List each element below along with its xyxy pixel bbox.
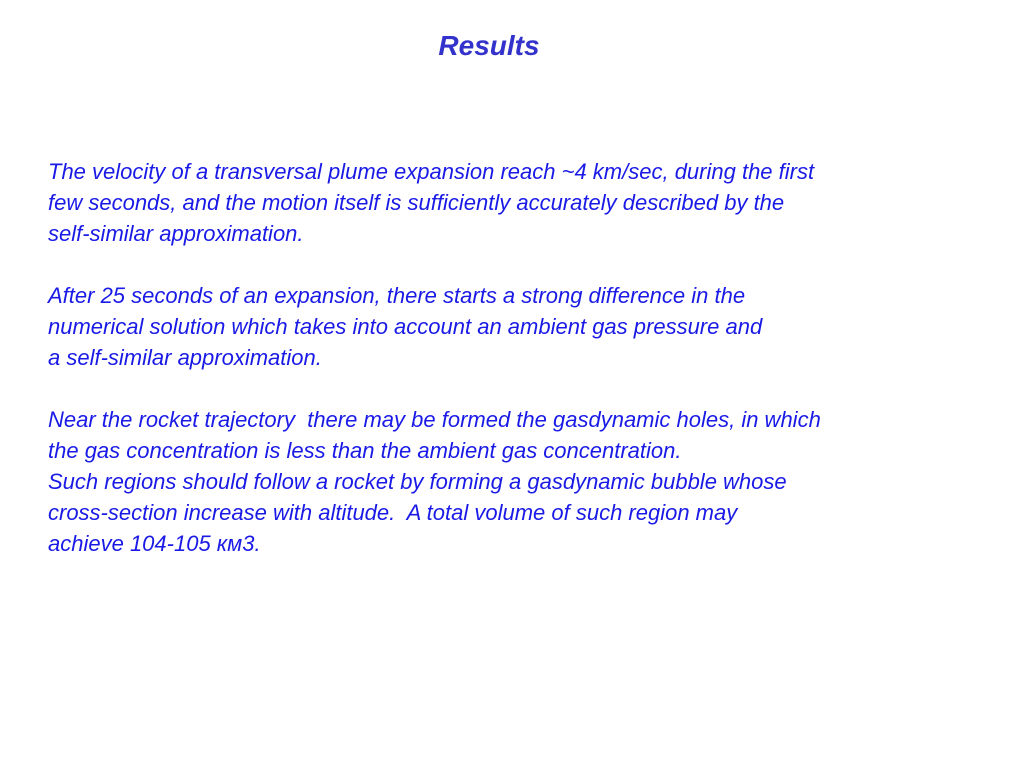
- paragraph-velocity: [48, 156, 988, 249]
- paragraph-expansion-difference: [48, 280, 988, 373]
- text-line: the gas concentration is less than the ambient gas concentration.: [48, 438, 682, 463]
- slide-body: [48, 156, 988, 559]
- text-line: a self-similar approximation.: [48, 345, 322, 370]
- text-line: After 25 seconds of an expansion, there starts a strong difference in the: [48, 283, 746, 308]
- text-line: The velocity of a transversal plume expansion reach ~4 km/sec, during the first: [48, 159, 815, 184]
- text-line: Near the rocket trajectory there may be formed the gasdynamic holes, in which: [48, 407, 821, 432]
- text-line: Such regions should follow a rocket by forming a gasdynamic bubble whose: [48, 469, 787, 494]
- paragraph-spacer: [48, 249, 988, 280]
- text-line: achieve 104-105 км3.: [48, 531, 261, 556]
- paragraph-gasdynamic-holes: [48, 404, 988, 559]
- text-line: few seconds, and the motion itself is sufficiently accurately described by the: [48, 190, 785, 215]
- text-line: numerical solution which takes into account an ambient gas pressure and: [48, 314, 763, 339]
- text-line: self-similar approximation.: [48, 221, 304, 246]
- text-line: cross-section increase with altitude. A total volume of such region may: [48, 500, 738, 525]
- paragraph-spacer: [48, 373, 988, 404]
- slide-title: Results: [438, 30, 540, 61]
